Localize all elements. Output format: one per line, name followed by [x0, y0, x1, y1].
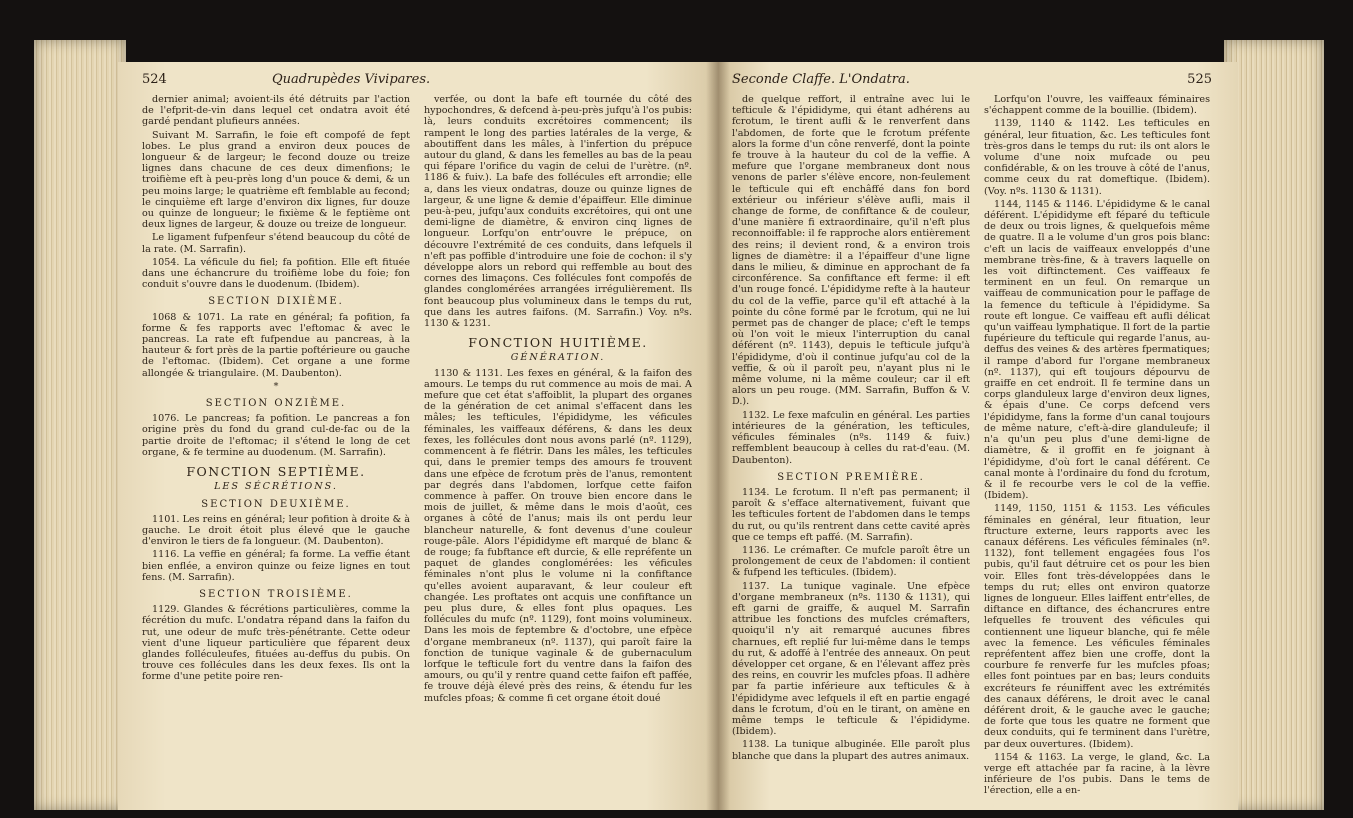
paragraph: de quelque reffort, il entraîne avec lui le tefticule & l'épididyme, qui étant adhérens au fcrotum, le tirent aufli & le renverfent dans l'abdomen, de forte que le fcrotum préfente alors la forme d'un cône renverfé, dont la pointe fe trouve à la hauteur du col de la veffie. A mefure que l'organe membraneux dont nous venons de parler s'élève encore, non-feulement le tefticule qui eft enchâffé dans fon bord extérieur ou inférieur s'élève aufli, mais il change de forme, de confiftance & de couleur, d'une manière fi extraordinaire, qu'il n'eft plus reconnoiffable: il fe rapproche alors entièrement des reins; il devient rond, & a environ trois lignes de diamètre: il a l'épaiffeur d'une ligne dans le milieu, & diminue en approchant de fa circonférence. Sa confiftance eft ferme: il eft d'un rouge foncé. L'épididyme refte à la hauteur du col de la veffie, parce qu'il eft attaché à la pointe du cône formé par le fcrotum, qui ne lui permet pas de changer de place; c'eft le temps où l'on voit le mieux l'interruption du canal déférent (nº. 1143), depuis le tefticule jufqu'à l'épididyme, d'où il continue jufqu'au col de la veffie, & où il paroît peu, n'ayant plus ni le même volume, ni la même couleur; car il eft alors un peu rouge. (MM. Sarrafin, Buffon & V. D.). — [732, 94, 970, 408]
fonction-heading: FONCTION HUITIÈME. — [468, 335, 648, 351]
paragraph: 1136. Le crémafter. Ce mufcle paroît être un prolongement de ceux de l'abdomen: il contient & fufpend les tefticules. (Ibidem). — [732, 544, 970, 579]
paragraph: 1068 & 1071. La rate en général; fa pofition, fa forme & fes rapports avec l'eftomac & avec le pancreas. La rate eft fufpendue au pancreas, à la hauteur & fort près de la partie poftérieure ou gauche de l'eftomac. (Ibidem). Cet organe a une forme allongée & triangulaire. (M. Daubenton). — [142, 311, 410, 379]
right-column-1 — [732, 94, 970, 764]
paragraph: 1116. La veffie en général; fa forme. La veffie étant bien enflée, a environ quinze ou feize lignes en tout fens. (M. Sarrafin). — [142, 549, 410, 583]
paragraph: 1054. La véficule du fiel; fa pofition. Elle eft fituée dans une échancrure du troifième lobe du foie; fon conduit s'ouvre dans le duodenum. (Ibidem). — [142, 256, 410, 291]
paragraph: 1137. La tunique vaginale. Une efpèce d'organe membraneux (nºs. 1130 & 1131), qui eft garni de graiffe, & auquel M. Sarrafin attribue les fonctions des mufcles crémafters, quoiqu'il n'y ait remarqué aucunes fibres charnues, eft replié fur lui-même dans le temps du rut, & adoffé à l'entrée des anneaux. On peut développer cet organe, & en l'élevant affez près des reins, en couvrir les mufcles pfoas. Il adhère par fa partie inférieure aux tefticules & à l'épididyme avec lefquels il eft en partie engagé dans le fcrotum, d'où en le tirant, on amène en même temps le tefticule & l'épididyme. (Ibidem). — [732, 580, 970, 738]
paragraph: 1144, 1145 & 1146. L'épididyme & le canal déférent. L'épididyme eft féparé du tefticule de deux ou trois lignes, & quelquefois même de quatre. Il a le volume d'un gros pois blanc: c'eft un lacis de vaiffeaux enveloppés d'une membrane très-fine, & à travers laquelle on les voit diftinctement. Ces vaiffeaux fe terminent en un feul. On remarque un vaiffeau de communication pour le paffage de la femence du tefticule à l'épididyme. Sa route eft longue. Ce vaiffeau eft aufli délicat qu'un vaiffeau lymphatique. Il fort de la partie fupérieure du tefticule qui regarde l'anus, au-deffus des veines & des artères fpermatiques; il rampe d'abord fur l'organe membraneux (nº. 1137), qui eft toujours dépourvu de graiffe en cet endroit. Il fe termine dans un corps glanduleux large d'environ deux lignes, & épais d'une. Ce corps defcend vers l'épididyme, fans la forme d'un canal toujours de même nature, c'eft-à-dire glanduleufe; il n'a qu'un peu plus d'une demi-ligne de diamètre, & il groffit en fe joignant à l'épididyme, d'où fort le canal déférent. Ce canal monte à l'ordinaire du fond du fcrotum, & il fe recourbe vers le col de la veffie. (Ibidem). — [984, 198, 1210, 502]
left-page-number: 524 — [142, 72, 167, 87]
section-heading: SECTION ONZIÈME. — [205, 398, 347, 410]
left-column-2 — [424, 94, 692, 706]
right-running-title: Seconde Claffe. L'Ondatra. — [732, 72, 910, 87]
open-book — [34, 22, 1324, 812]
right-page — [718, 62, 1238, 810]
right-page-edges — [1224, 40, 1324, 810]
paragraph: dernier animal; avoient-ils été détruits par l'action de l'efprit-de-vin dans lequel cet ondatra avoit été gardé pendant plufieurs années. — [142, 94, 410, 128]
section-heading: SECTION TROISIÈME. — [199, 588, 353, 600]
paragraph: 1132. Le fexe mafculin en général. Les parties intérieures de la génération, les tefticules, véficules féminales (nºs. 1149 & fuiv.) reffemblent beaucoup à celles du rat-d'eau. (M. Daubenton). — [732, 409, 970, 466]
paragraph: Le ligament fufpenfeur s'étend beaucoup du côté de la rate. (M. Sarrafin). — [142, 232, 410, 255]
section-heading: SECTION DEUXIÈME. — [201, 498, 351, 510]
book-gutter — [706, 62, 730, 810]
subheading: LES SÉCRÉTIONS. — [214, 481, 338, 493]
right-page-number: 525 — [1187, 72, 1212, 87]
paragraph: 1076. Le pancreas; fa pofition. Le pancreas a fon origine près du fond du grand cul-de-fac ou de la partie droite de l'eftomac; il s'étend le long de cet organe, & fe termine au duodenum. (M. Sarrafin). — [142, 413, 410, 458]
section-heading: SECTION PREMIÈRE. — [777, 471, 925, 483]
subheading: GÉNÉRATION. — [510, 352, 606, 364]
paragraph: 1101. Les reins en général; leur pofition à droite & à gauche. Le droit étoit plus élevé que le gauche d'environ le tiers de fa longueur. (M. Daubenton). — [142, 513, 410, 548]
paragraph: Lorfqu'on l'ouvre, les vaiffeaux féminaires s'échappent comme de la bouillie. (Ibidem). — [984, 94, 1210, 117]
left-page-edges — [34, 40, 126, 810]
paragraph: 1130 & 1131. Les fexes en général, & la faifon des amours. Le temps du rut commence au mois de mai. A mefure que cet état s'affoiblit, la plupart des organes de la génération de cet animal s'effacent dans les mâles; les tefticules, l'épididyme, les véficules féminales, les vaiffeaux déférens, & dans les deux fexes, les follécules dont nous avons parlé (nº. 1129), commencent à fe flétrir. Dans les mâles, les tefticules qui, dans le premier temps des amours fe trouvent dans une efpèce de fcrotum près de l'anus, remontent par degrés dans l'abdomen, lorfque cette faifon commence à paffer. On trouve bien encore dans le mois de juillet, & même dans le mois d'août, ces organes à côté de l'anus; mais ils ont perdu leur blancheur naturelle, & font devenus d'une couleur rouge-pâle. Alors l'épididyme eft marqué de blanc & de rouge; fa fubftance eft durcie, & elle repréfente un paquet de glandes conglomérées: les véficules féminales n'ont plus le volume ni la confiftance qu'elles avoient auparavant, & leur couleur eft changée. Les proftates ont acquis une confiftance un peu plus dure, & elles font plus opaques. Les follécules du mufc (nº. 1129), font moins volumineux. Dans les mois de feptembre & d'octobre, une efpèce d'organe membraneux (nº. 1137), qui paroît faire la fonction de tunique vaginale & de gubernaculum lorfque le tefticule fort du ventre dans la faifon des amours, ou qu'il y rentre quand cette faifon eft paffée, fe trouve déjà élevé près des reins, & étendu fur les mufcles pfoas; & comme fi cet organe étoit doué — [424, 367, 692, 704]
ornament: * — [273, 380, 279, 392]
fonction-heading: FONCTION SEPTIÈME. — [186, 464, 366, 480]
paragraph: 1129. Glandes & fécrétions particulières, comme la fécrétion du mufc. L'ondatra répand dans la faifon du rut, une odeur de mufc très-pénétrante. Cette odeur vient d'une liqueur particulière que féparent deux glandes folléculeufes, fituées au-deffus du pubis. On trouve ces follécules dans les deux fexes. Ils ont la forme d'une petite poire ren- — [142, 604, 410, 683]
paragraph: 1149, 1150, 1151 & 1153. Les véficules féminales en général, leur fituation, leur ftructure externe, leurs rapports avec les canaux déférens. Les véficules féminales (nº. 1132), font tellement engagées fous l'os pubis, qu'il faut détruire cet os pour les bien voir. Elles font très-développées dans le temps du rut; elles ont environ quatorze lignes de longueur. Elles laiffent entr'elles, de diftance en diftance, des échancrures entre lefquelles fe trouvent des véficules qui contiennent une liqueur blanche, qui fe mêle avec la femence. Les véficules féminales repréfentent affez bien une croffe, dont la courbure fe renverfe fur les mufcles pfoas; elles font pointues par en bas; leurs conduits excréteurs fe réuniffent avec les extrémités des canaux déférens, le droit avec le canal déférent droit, & le gauche avec le gauche; de forte que tous les quatre ne forment que deux conduits, qui fe terminent dans l'urètre, par deux ouvertures. (Ibidem). — [984, 503, 1210, 750]
section-heading: SECTION DIXIÈME. — [208, 296, 344, 308]
right-column-2 — [984, 94, 1210, 799]
paragraph: 1139, 1140 & 1142. Les tefticules en général, leur fituation, &c. Les tefticules font très-gros dans le temps du rut: ils ont alors le volume d'une noix mufcade ou peu confidérable, & on les trouve à côté de l'anus, comme ceux du rat domeftique. (Ibidem). (Voy. nºs. 1130 & 1131). — [984, 118, 1210, 197]
paragraph: Suivant M. Sarrafin, le foie eft compofé de fept lobes. Le plus grand a environ deux pouces de longueur & de largeur; le fecond douze ou treize lignes dans chacune de ces deux dimenfions; le troifième eft à peu-près long d'un pouce & demi, & un peu moins large; le quatrième eft femblable au fecond; le cinquième eft large d'environ dix lignes, fur douze ou quinze de longueur; le fixième & le feptième ont deux lignes de largeur, & douze ou treize de longueur. — [142, 129, 410, 231]
paragraph: 1154 & 1163. La verge, le gland, &c. La verge eft attachée par fa racine, à la lèvre inférieure de l'os pubis. Dans le tems de l'érection, elle a en- — [984, 751, 1210, 797]
left-page — [118, 62, 718, 810]
left-running-title: Quadrupèdes Vivipares. — [272, 72, 431, 87]
paragraph: 1134. Le fcrotum. Il n'eft pas permanent; il paroît & s'efface alternativement, fuivant que les tefticules fortent de l'abdomen dans le temps du rut, ou qu'ils rentrent dans cette cavité après que ce temps eft paffé. (M. Sarrafin). — [732, 486, 970, 543]
paragraph: 1138. La tunique albuginée. Elle paroît plus blanche que dans la plupart des autres animaux. — [732, 739, 970, 762]
paragraph: verfée, ou dont la bafe eft tournée du côté des hypochondres, & defcend à-peu-près jufqu'à l'os pubis: là, leurs conduits excrétoires commencent; ils rampent le long des parties latérales de la verge, & aboutiffent dans les mâles, à l'infertion du prépuce autour du gland, & dans les femelles au bas de la peau qui fépare l'orifice du vagin de celui de l'urètre. (nº. 1186 & fuiv.). La bafe des follécules eft arrondie; elle a, dans les vieux ondatras, douze ou quinze lignes de largeur, & une ligne & demie d'épaiffeur. Elle diminue peu-à-peu, jufqu'aux conduits excrétoires, qui ont une demi-ligne de diamètre, & environ cinq lignes de longueur. Lorfqu'on entr'ouvre le prépuce, on découvre l'extrémité de ces conduits, dans lefquels il n'eft pas poffible d'introduire une foie de cochon: il s'y développe alors un rebord qui reffemble au bout des cornes des limaçons. Ces follécules font compofés de glandes conglomérées arrangées irrégulièrement. Ils font beaucoup plus volumineux dans le temps du rut, que dans les autres faifons. (M. Sarrafin.) Voy. nºs. 1130 & 1231. — [424, 94, 692, 330]
left-column-1 — [142, 94, 410, 685]
